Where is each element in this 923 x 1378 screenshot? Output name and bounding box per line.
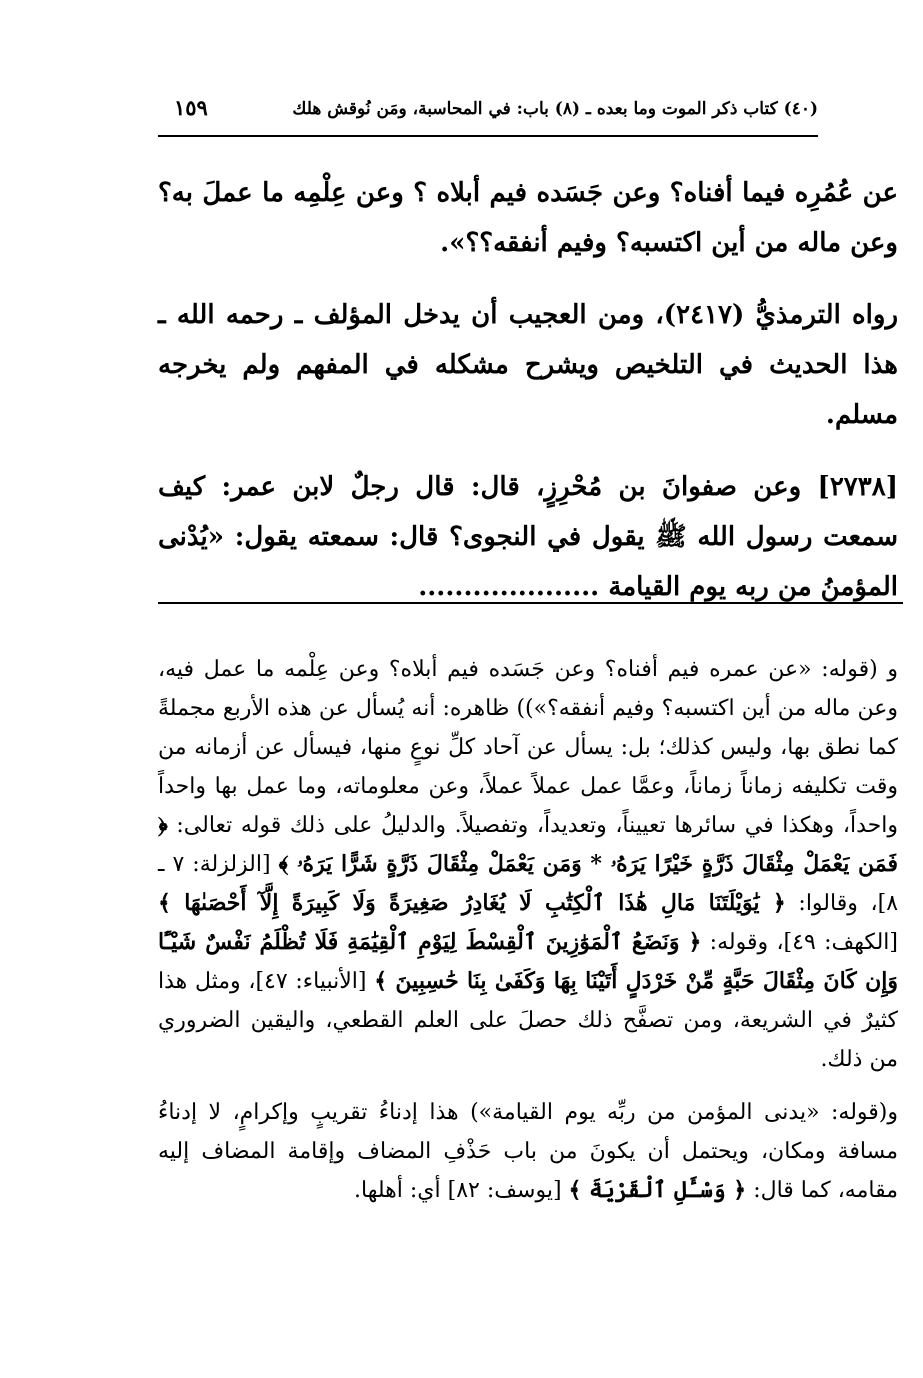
hadith-text: [158, 168, 898, 612]
chapter-title: (٤٠) كتاب ذكر الموت وما بعده ـ (٨) باب: في المحاسبة، ومَن نُوقش هلك: [292, 99, 818, 119]
commentary-1-ref-b: [الكهف: ٤٩]، وقوله:: [701, 930, 898, 955]
hadith-paragraph-1: عن عُمُرِه فيما أفناه؟ وعن جَسَده فيم أبلاه ؟ وعن عِلْمِه ما عملَ به؟ وعن ماله من أين اكتسبه؟ وفيم أنفقه؟؟».: [158, 178, 898, 258]
continuation-dots: ....................: [418, 572, 600, 602]
page-number: ١٥٩: [174, 95, 208, 120]
hadith-paragraph-3: [158, 462, 898, 612]
commentary-paragraph-2: [158, 1093, 898, 1210]
commentary-1-text: و (قوله: «عن عمره فيم أفناه؟ وعن جَسَده فيم أبلاه؟ وعن عِلْمه ما عمل فيه، وعن ماله من أين اكتسبه؟ وفيم أنفقه؟»)) ظاهره: أنه يُسأل عن هذه الأربع مجملةً كما نطق بها، وليس كذلك؛ بل: يسأل عن آحاد كلِّ نوعٍ منها، فيسأل عن أزمانه من وقت تكليفه زماناً زماناً، وعمَّا عمل عملاً عملاً، وعن معلوماته، وما عمل بها واحداً واحداً، وهكذا في سائرها تعييناً، وتعديداً، وتفصيلاً. والدليلُ على ذلك قوله تعالى:: [158, 657, 898, 838]
section-divider: [158, 602, 903, 604]
hadith-3-text: [٢٧٣٨] وعن صفوانَ بن مُحْرِزٍ، قال: قال رجلٌ لابن عمر: كيف سمعت رسول الله ﷺ يقول في النجوى؟ قال: سمعته يقول: «يُدْنى المؤمنُ من ربه يوم القيامة: [158, 472, 898, 602]
commentary-1-end: [الأنبياء: ٤٧]، ومثل هذا كثيرٌ في الشريعة، ومن تصفَّح ذلك حصلَ على العلم القطعي، واليقين الضروري من ذلك.: [158, 969, 898, 1072]
running-header: [158, 95, 818, 129]
quran-verse-zalzala: ﴿ فَمَن يَعْمَلْ مِثْقَالَ ذَرَّةٍ خَيْرًا يَرَهُۥ * وَمَن يَعْمَلْ مِثْقَالَ ذَرَّةٍ شَرًّا يَرَهُۥ ﴾: [158, 812, 898, 877]
quran-verse-anbiya: ﴿ وَنَضَعُ ٱلْمَوَٰزِينَ ٱلْقِسْطَ لِيَوْمِ ٱلْقِيَٰمَةِ فَلَا تُظْلَمُ نَفْسٌ شَيْـًٔا وَإِن كَانَ مِثْقَالَ حَبَّةٍ مِّنْ خَرْدَلٍ أَتَيْنَا بِهَا وَكَفَىٰ بِنَا حَٰسِبِينَ ﴾: [158, 929, 899, 994]
commentary-1-ref-a: [الزلزلة: ٧ ـ ٨]، وقالوا:: [158, 852, 899, 916]
hadith-paragraph-2: رواه الترمذيُّ (٢٤١٧)، ومن العجيب أن يدخل المؤلف ـ رحمه الله ـ هذا الحديث في التلخيص ويشرح مشكله في المفهم ولم يخرجه مسلم.: [158, 300, 899, 430]
quran-verse-yusuf: ﴿ وَسْـَٔلِ ٱلْقَرْيَةَ ﴾: [568, 1177, 747, 1203]
commentary-text: [158, 650, 898, 1224]
commentary-paragraph-1: [158, 650, 898, 1079]
header-rule: [158, 135, 818, 137]
commentary-2-text: و(قوله: «يدنى المؤمن من ربِّه يوم القيامة») هذا إدناءُ تقريبٍ وإكرامٍ، لا إدناءُ مسافة ومكان، ويحتمل أن يكونَ من باب حَذْفِ المضاف وإقامة المضاف إليه مقامه، كما قال:: [158, 1100, 898, 1203]
commentary-2-end: [يوسف: ٨٢] أي: أهلها.: [354, 1178, 569, 1203]
quran-verse-kahf: ﴿ يَٰوَيْلَتَنَا مَالِ هَٰذَا ٱلْكِتَٰبِ لَا يُغَادِرُ صَغِيرَةً وَلَا كَبِيرَةً إِلَّآ أَحْصَىٰهَا ﴾: [158, 890, 786, 916]
